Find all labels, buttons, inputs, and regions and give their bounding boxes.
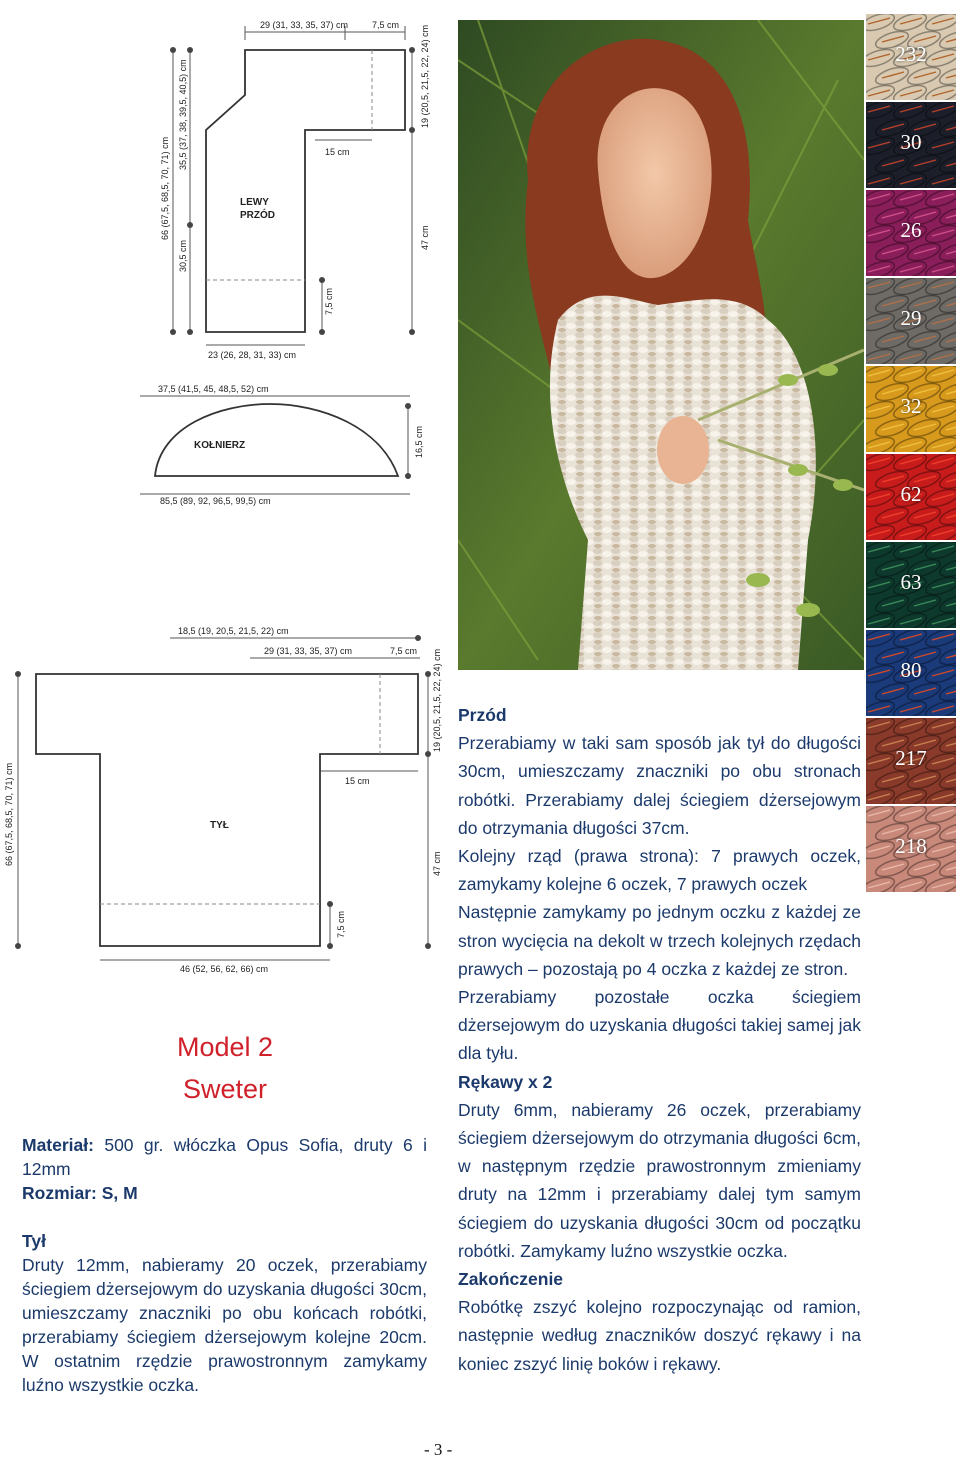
back-side-height-label: 47 cm bbox=[432, 851, 442, 876]
yarn-swatch bbox=[866, 542, 956, 628]
yarn-color-number: 29 bbox=[900, 306, 922, 330]
yarn-color-number: 80 bbox=[900, 658, 922, 682]
yarn-color-swatches bbox=[866, 14, 956, 894]
back-bottom-width-label: 46 (52, 56, 62, 66) cm bbox=[180, 964, 269, 974]
front-total-height-label: 66 (67,5, 68,5, 70, 71) cm bbox=[160, 136, 170, 240]
size-line: Rozmiar: S, M bbox=[22, 1183, 138, 1203]
front-bottom-width-label: 23 (26, 28, 31, 33) cm bbox=[208, 350, 297, 360]
front-piece-label-2: PRZÓD bbox=[240, 210, 275, 221]
back-top-width-label: 18,5 (19, 20,5, 21,5, 22) cm bbox=[178, 626, 289, 636]
yarn-color-number: 217 bbox=[895, 746, 927, 770]
yarn-color-number: 62 bbox=[900, 482, 922, 506]
collar-top-width-label: 37,5 (41,5, 45, 48,5, 52) cm bbox=[158, 384, 269, 394]
left-instructions bbox=[22, 1133, 427, 1397]
front-side-height-label: 47 cm bbox=[420, 225, 430, 250]
yarn-swatch bbox=[866, 718, 956, 804]
front-paragraph-3: Następnie zamykamy po jednym oczku z każdej ze stron wycięcia na dekolt w trzech kolejnych rzędach prawych – pozostają po 4 oczka z każdej ze stron. bbox=[458, 902, 861, 979]
model-title bbox=[160, 1026, 290, 1110]
yarn-swatch bbox=[866, 630, 956, 716]
front-paragraph-4: Przerabiamy pozostałe oczka ściegiem dżersejowym do uzyskania długości takiej samej jak dla tyłu. bbox=[458, 987, 861, 1064]
front-neck-width-label: 15 cm bbox=[325, 147, 350, 157]
yarn-swatch bbox=[866, 102, 956, 188]
yarn-swatch bbox=[866, 14, 956, 100]
finishing-instructions: Robótkę zszyć kolejno rozpoczynając od ramion, następnie według znaczników doszyć rękawy i na koniec zszyć linię boków i rękawy. bbox=[458, 1297, 861, 1374]
sleeves-heading: Rękawy x 2 bbox=[458, 1071, 553, 1092]
right-instructions bbox=[458, 701, 861, 1378]
front-piece-label-1: LEWY bbox=[240, 197, 269, 208]
back-heading: Tył bbox=[22, 1231, 46, 1251]
collar-label: KOŁNIERZ bbox=[194, 440, 246, 451]
back-neck-depth-label: 19 (20,5, 21,5, 22, 24) cm bbox=[432, 648, 442, 752]
yarn-color-number: 232 bbox=[895, 42, 927, 66]
model-title-line1: Model 2 bbox=[176, 1032, 274, 1062]
model-title-line2: Sweter bbox=[182, 1074, 268, 1104]
front-lower-height-label: 30,5 cm bbox=[178, 239, 188, 272]
back-neck-width-label: 15 cm bbox=[345, 776, 370, 786]
back-sleeve-width-label: 29 (31, 33, 35, 37) cm bbox=[264, 646, 353, 656]
back-instructions: Druty 12mm, nabieramy 20 oczek, przerabiamy ściegiem dżersejowym do uzyskania długości 30cm, umieszczamy znaczniki po obu końcach robótki, przerabiamy ściegiem dżersejowym kolejne 20cm. W ostatnim rzędzie prawostronnym zamykamy luźno wszystkie oczka. bbox=[22, 1255, 427, 1395]
yarn-color-number: 63 bbox=[900, 570, 922, 594]
yarn-color-number: 218 bbox=[895, 834, 927, 858]
front-hem-label: 7,5 cm bbox=[324, 287, 334, 315]
material-label: Materiał: bbox=[22, 1135, 94, 1155]
back-total-height-label: 66 (67,5, 68,5, 70, 71) cm bbox=[4, 762, 14, 866]
front-paragraph-1: Przerabiamy w taki sam sposób jak tył do długości 30cm, umieszczamy znaczniki po obu stronach robótki. Przerabiamy dalej ściegiem dżersejowym do otrzymania długości 37cm. bbox=[458, 733, 861, 838]
material-paragraph bbox=[22, 1133, 427, 1181]
yarn-swatch bbox=[866, 454, 956, 540]
front-armhole-height-label: 35,5 (37, 38, 39,5, 40,5) cm bbox=[178, 59, 188, 170]
model-photo bbox=[458, 20, 864, 670]
yarn-swatch bbox=[866, 278, 956, 364]
front-heading: Przód bbox=[458, 705, 507, 725]
collar-bottom-width-label: 85,5 (89, 92, 96,5, 99,5) cm bbox=[160, 496, 271, 506]
yarn-color-number: 32 bbox=[900, 394, 922, 418]
yarn-swatch bbox=[866, 190, 956, 276]
yarn-color-number: 26 bbox=[900, 218, 922, 242]
front-top-width-label: 29 (31, 33, 35, 37) cm bbox=[260, 20, 349, 30]
yarn-swatch bbox=[866, 806, 956, 892]
sleeves-instructions: Druty 6mm, nabieramy 26 oczek, przerabiamy ściegiem dżersejowym do otrzymania długości 6cm, w następnym rzędzie prawostronnym zmieniamy druty na 12mm i przerabiamy dalej tym samym ściegiem do uzyskania długości 30cm od początku robótki. Zamykamy luźno wszystkie oczka. bbox=[458, 1099, 861, 1261]
finishing-heading: Zakończenie bbox=[458, 1269, 564, 1290]
page-number: - 3 - bbox=[424, 1440, 453, 1459]
collar-height-label: 16,5 cm bbox=[414, 425, 424, 458]
yarn-color-number: 30 bbox=[900, 130, 922, 154]
back-piece-diagram bbox=[0, 616, 450, 976]
back-piece-label: TYŁ bbox=[210, 820, 229, 831]
front-paragraph-2: Kolejny rząd (prawa strona): 7 prawych oczek, zamykamy kolejne 6 oczek, 7 prawych oczek bbox=[458, 846, 861, 895]
front-piece-diagram bbox=[140, 10, 440, 360]
front-shoulder-label: 7,5 cm bbox=[372, 20, 400, 30]
material-text: 500 gr. włóczka Opus Sofia, druty 6 i 12mm bbox=[22, 1135, 427, 1179]
front-neck-depth-label: 19 (20,5, 21,5, 22, 24) cm bbox=[420, 24, 430, 128]
back-shoulder-label: 7,5 cm bbox=[390, 646, 418, 656]
collar-diagram bbox=[140, 376, 440, 516]
yarn-swatch bbox=[866, 366, 956, 452]
back-hem-label: 7,5 cm bbox=[336, 910, 346, 938]
